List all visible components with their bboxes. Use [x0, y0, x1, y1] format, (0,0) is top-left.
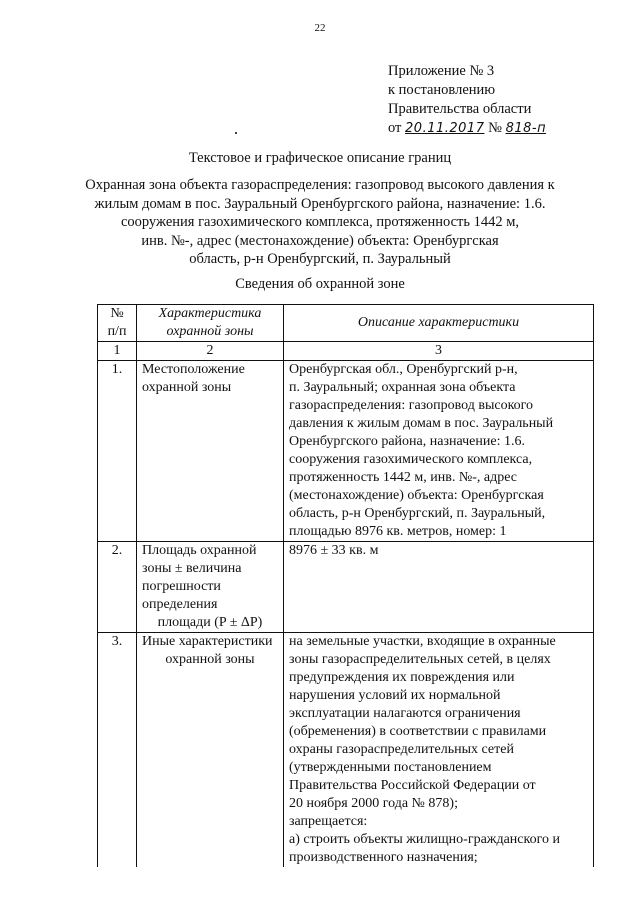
text-line: производственного назначения; [289, 850, 478, 865]
text-line: охраны газораспределительных сетей [289, 742, 514, 757]
object-description-line: Охранная зона объекта газораспределения: газопровод высокого давления к [85, 177, 555, 193]
column-number: 2 [137, 342, 284, 361]
section-title: Сведения об охранной зоне [235, 276, 405, 292]
row-characteristic [137, 633, 284, 868]
column-number-row [98, 342, 594, 361]
text-line: п. Зауральный; охранная зона объекта [289, 380, 516, 395]
row-number: 3. [98, 633, 137, 868]
text-line: Правительства Российской Федерации от [289, 778, 536, 793]
text-line: Иные характеристики [142, 634, 273, 649]
object-description [60, 176, 580, 269]
text-line: Оренбургского района, назначение: 1.6. [289, 434, 525, 449]
text-line: давления к жилым домам в пос. Зауральный [289, 416, 554, 431]
column-number: 1 [98, 342, 137, 361]
row-description [284, 633, 594, 868]
header-number [98, 305, 137, 342]
text-line: 8976 ± 33 кв. м [289, 543, 379, 558]
column-number: 3 [284, 342, 594, 361]
object-description-line: сооружения газохимического комплекса, протяженность 1442 м, [120, 214, 520, 230]
text-line: Местоположение [142, 362, 245, 377]
row-description [284, 361, 594, 542]
text-line: погрешности [142, 579, 221, 594]
row-characteristic [137, 542, 284, 633]
header-characteristic-line-2: охранной зоны [166, 324, 254, 339]
text-line: Площадь охранной [142, 543, 257, 558]
table-row [98, 633, 594, 868]
appendix-line-2: к постановлению [388, 82, 496, 98]
row-number: 2. [98, 542, 137, 633]
object-description-line: инв. №-, адрес (местонахождение) объекта: Оренбургская [141, 232, 499, 249]
row-description [284, 542, 594, 633]
table-row [98, 542, 594, 633]
table-row [98, 361, 594, 542]
header-description: Описание характеристики [284, 305, 594, 342]
handwritten-number: 818-п [505, 121, 547, 136]
object-description-line: жилым домам в пос. Зауральный Оренбургского района, назначение: 1.6. [94, 195, 546, 212]
text-line: (утвержденными постановлением [289, 760, 492, 775]
text-line: нарушения условий их нормальной [289, 688, 501, 703]
header-characteristic-line-1: Характеристика [158, 306, 262, 321]
text-line: определения [142, 597, 218, 612]
text-line: (местонахождение) объекта: Оренбургская [289, 488, 544, 503]
text-line: а) строить объекты жилищно-гражданского и [289, 832, 560, 847]
document-title: Текстовое и графическое описание границ [188, 150, 452, 166]
text-line: 20 ноября 2000 года № 878); [289, 796, 458, 811]
appendix-date-line [388, 119, 546, 138]
scan-speck [235, 132, 237, 134]
handwritten-date: 20.11.2017 [405, 121, 485, 136]
appendix-block [388, 62, 546, 138]
text-line: запрещается: [289, 814, 368, 829]
text-line: газораспределения: газопровод высокого [289, 398, 534, 413]
text-line: предупреждения их повреждения или [289, 670, 515, 685]
row-characteristic [137, 361, 284, 542]
appendix-line-3: Правительства области [388, 101, 532, 117]
text-line: площади (P ± ΔP) [157, 615, 263, 630]
header-characteristic [137, 305, 284, 342]
protection-zone-table [97, 304, 594, 867]
from-label: от [388, 120, 402, 136]
text-line: зоны ± величина [142, 561, 242, 576]
text-line: Оренбургская обл., Оренбургский р-н, [289, 362, 518, 377]
text-line: на земельные участки, входящие в охранные [289, 634, 556, 649]
row-number: 1. [98, 361, 137, 542]
table-header-row [98, 305, 594, 342]
text-line: эксплуатации налагаются ограничения [289, 706, 521, 721]
appendix-line-1: Приложение № 3 [388, 63, 495, 79]
text-line: сооружения газохимического комплекса, [289, 452, 533, 467]
text-line: охранной зоны [165, 652, 255, 667]
text-line: зоны газораспределительных сетей, в целях [289, 652, 551, 667]
number-label: № [488, 120, 502, 136]
text-line: охранной зоны [142, 380, 232, 395]
header-number-line-2: п/п [107, 324, 127, 339]
text-line: площадью 8976 кв. метров, номер: 1 [289, 524, 507, 539]
text-line: (обременения) в соответствии с правилами [289, 724, 547, 739]
object-description-line: область, р-н Оренбургский, п. Зауральный [189, 251, 451, 267]
text-line: область, р-н Оренбургский, п. Зауральный, [289, 506, 546, 521]
header-number-line-1: № [110, 306, 124, 321]
page-number: 22 [314, 22, 326, 34]
text-line: протяженность 1442 м, инв. №-, адрес [289, 470, 518, 485]
